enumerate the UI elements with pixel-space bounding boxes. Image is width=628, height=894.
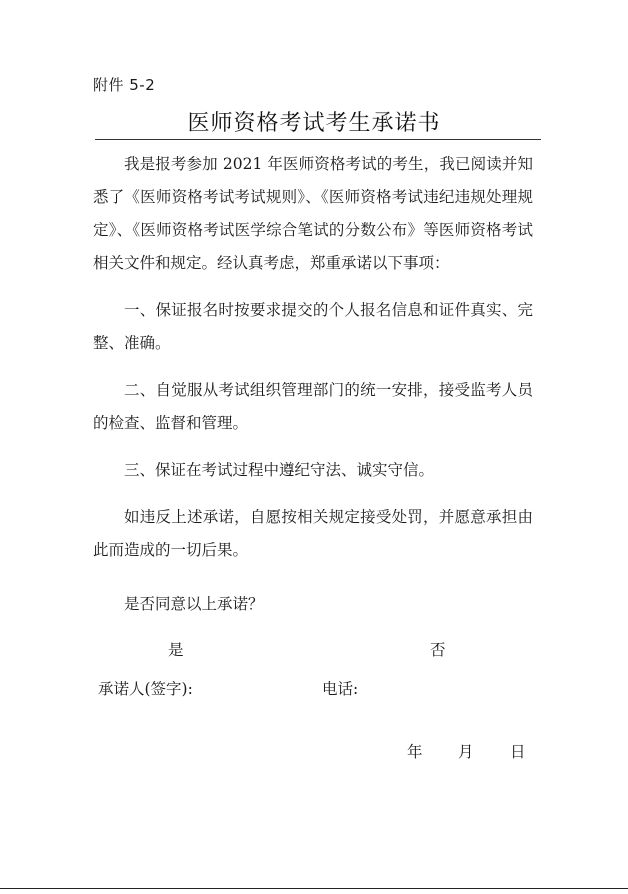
pledge-item-3: 三、保证在考试过程中遵纪守法、诚实守信。	[124, 461, 435, 479]
consent-question: 是否同意以上承诺？	[124, 595, 264, 613]
signer-label: 承诺人(签字):	[98, 680, 193, 698]
page-bottom-edge	[0, 888, 628, 889]
pledge-item-1: 一、保证报名时按要求提交的个人报名信息和证件真实、完整、准确。	[93, 301, 533, 352]
consequence-paragraph: 如违反上述承诺，自愿按相关规定接受处罚，并愿意承担由此而造成的一切后果。	[93, 508, 533, 559]
document-title: 医师资格考试考生承诺书	[187, 111, 441, 136]
phone-label: 电话:	[322, 680, 359, 698]
date-year-label: 年	[407, 743, 423, 761]
title-underline	[95, 139, 541, 140]
consent-yes-option[interactable]: 是	[168, 641, 184, 659]
pledge-item-2: 二、自觉服从考试组织管理部门的统一安排，接受监考人员的检查、监督和管理。	[93, 381, 533, 432]
document-body	[93, 148, 533, 581]
consent-no-option[interactable]: 否	[430, 641, 446, 659]
attachment-label: 附件 5-2	[93, 76, 156, 94]
date-month-label: 月	[458, 743, 474, 761]
date-day-label: 日	[510, 743, 526, 761]
intro-paragraph: 我是报考参加 2021 年医师资格考试的考生，我已阅读并知悉了《医师资格考试考试规则》、《医师资格考试违纪违规处理规定》、《医师资格考试医学综合笔试的分数公布》等医师资格考试相关文件和规定。经认真考虑，郑重承诺以下事项：	[93, 155, 533, 272]
